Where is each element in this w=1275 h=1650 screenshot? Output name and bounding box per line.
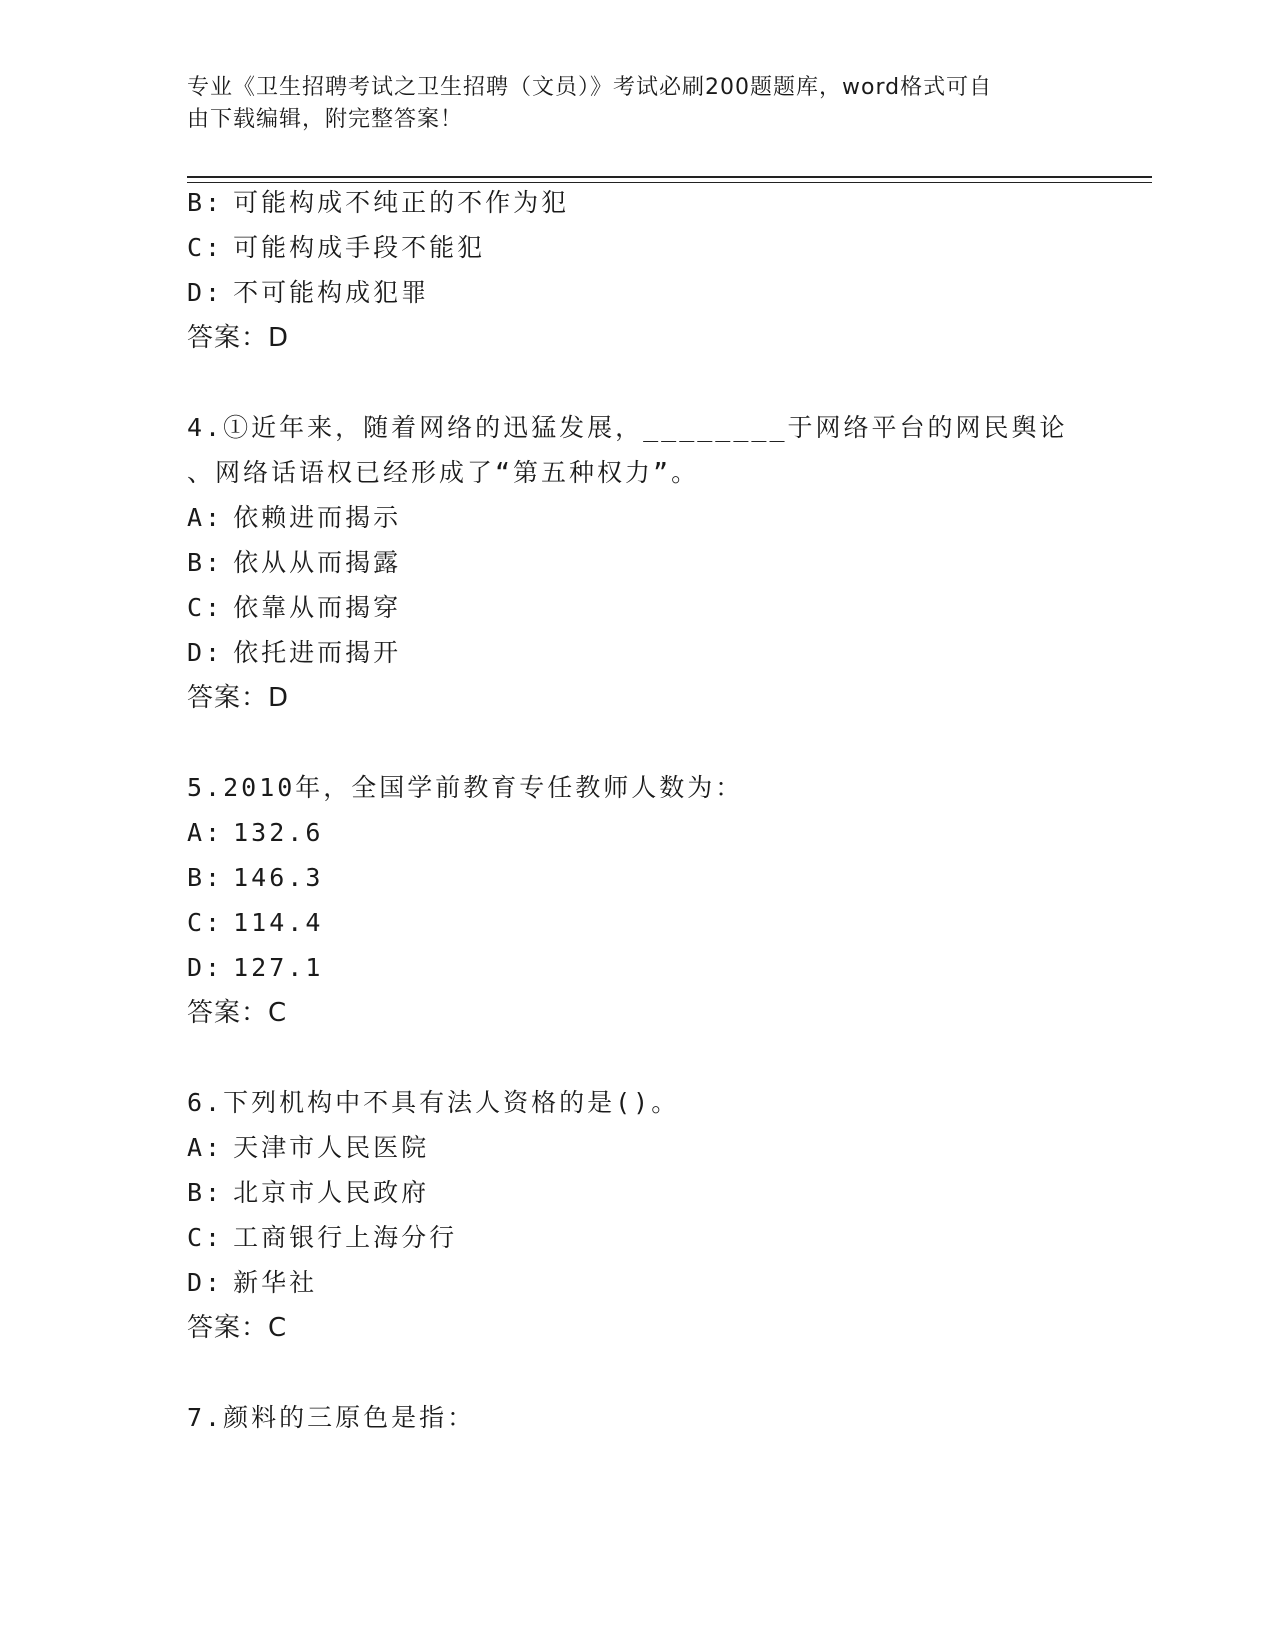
option-label: C: [187, 908, 224, 937]
option-c [187, 1223, 457, 1253]
question-stem: 5.2010年，全国学前教育专任教师人数为： [187, 773, 744, 802]
option-a [187, 1133, 429, 1163]
question-stem-continued: 、网络话语权已经形成了“第五种权力”。 [187, 458, 700, 487]
option-label: B: [187, 188, 224, 217]
header-divider-thin [187, 182, 1152, 183]
answer: 答案：D [187, 323, 290, 353]
option-c [187, 593, 401, 623]
option-label: C: [187, 233, 224, 262]
option-label: C: [187, 1223, 224, 1252]
option-text: 可能构成不纯正的不作为犯 [233, 188, 570, 217]
option-label: D: [187, 638, 224, 667]
header-line-2: 由下载编辑，附完整答案！ [187, 107, 464, 132]
option-b [187, 1178, 429, 1208]
answer: 答案：D [187, 683, 290, 713]
option-text: 127.1 [233, 953, 324, 982]
option-a [187, 818, 323, 848]
option-c [187, 908, 323, 938]
option-label: A: [187, 503, 224, 532]
option-text: 依从从而揭露 [233, 548, 402, 577]
option-label: A: [187, 1133, 224, 1162]
option-label: B: [187, 548, 224, 577]
option-label: A: [187, 818, 224, 847]
option-text: 依靠从而揭穿 [233, 593, 402, 622]
option-label: C: [187, 593, 224, 622]
option-label: B: [187, 863, 224, 892]
option-label: D: [187, 278, 224, 307]
question-stem: 6.下列机构中不具有法人资格的是()。 [187, 1088, 680, 1117]
answer: 答案：C [187, 998, 288, 1028]
header-divider-thick [187, 176, 1152, 178]
option-text: 132.6 [233, 818, 324, 847]
option-d [187, 953, 323, 983]
option-c [187, 233, 485, 263]
option-label: D: [187, 1268, 224, 1297]
option-text: 北京市人民政府 [233, 1178, 430, 1207]
option-text: 天津市人民医院 [233, 1133, 430, 1162]
option-text: 不可能构成犯罪 [233, 278, 430, 307]
question-stem: 7.颜料的三原色是指： [187, 1403, 476, 1432]
option-b [187, 863, 323, 893]
option-b [187, 188, 569, 218]
answer: 答案：C [187, 1313, 288, 1343]
header-line-1: 专业《卫生招聘考试之卫生招聘（文员）》考试必刷200题题库，word格式可自 [187, 75, 993, 100]
option-text: 114.4 [233, 908, 324, 937]
option-text: 依托进而揭开 [233, 638, 402, 667]
question-stem: 4.①近年来，随着网络的迅猛发展，________于网络平台的网民舆论 [187, 413, 1068, 442]
option-d [187, 638, 401, 668]
option-text: 工商银行上海分行 [233, 1223, 458, 1252]
option-text: 新华社 [233, 1268, 318, 1297]
option-text: 146.3 [233, 863, 324, 892]
option-d [187, 278, 429, 308]
option-label: B: [187, 1178, 224, 1207]
option-a [187, 503, 401, 533]
option-text: 依赖进而揭示 [233, 503, 402, 532]
option-label: D: [187, 953, 224, 982]
option-b [187, 548, 401, 578]
option-text: 可能构成手段不能犯 [233, 233, 486, 262]
option-d [187, 1268, 317, 1298]
document-header [187, 72, 1067, 136]
